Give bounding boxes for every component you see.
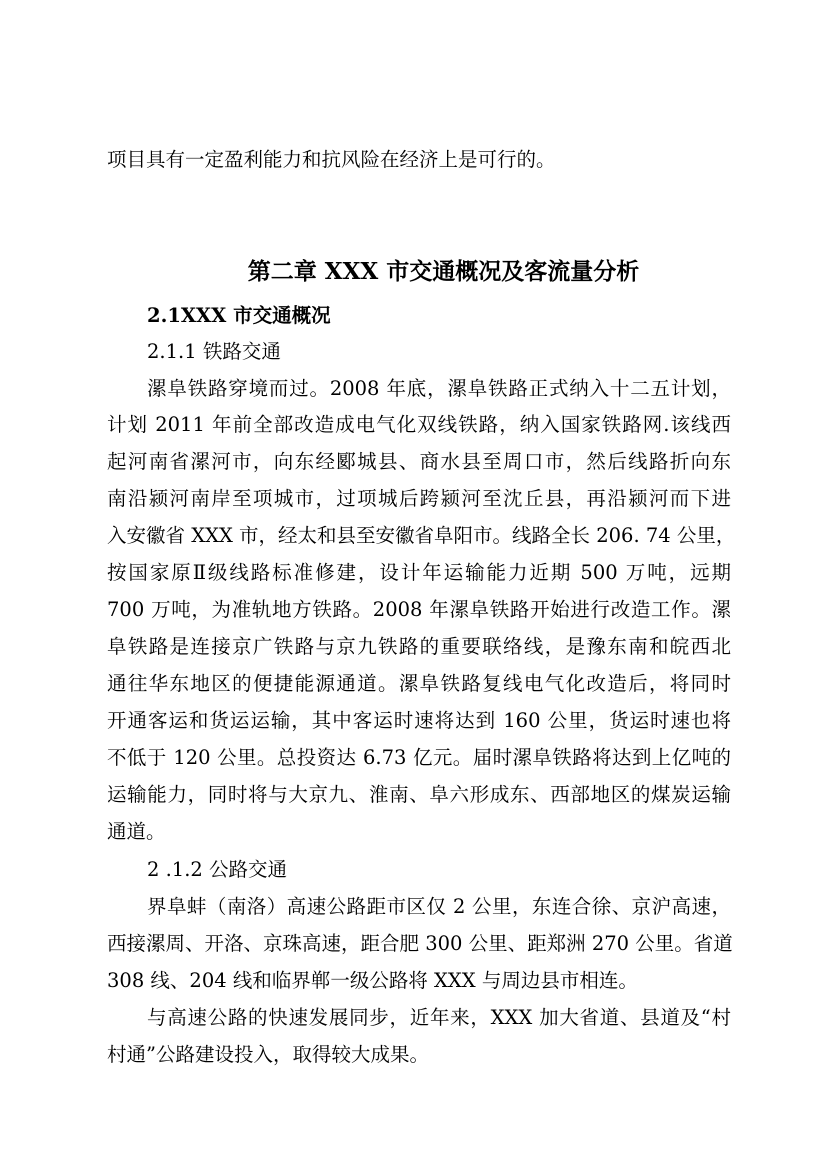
paragraph-line: 计划 2011 年前全部改造成电气化双线铁路，纳入国家铁路网.该线西 [107,413,731,436]
paragraph-line: 南沿颍河南岸至项城市，过项城后跨颍河至沈丘县，再沿颍河而下进 [107,487,731,510]
chapter-title: 第二章 XXX 市交通概况及客流量分析 [247,258,640,285]
subsection-heading: 2 .1.2 公路交通 [147,858,288,881]
paragraph-line: 入安徽省 XXX 市，经太和县至安徽省阜阳市。线路全长 206. 74 公里， [107,524,736,547]
paragraph-line: 700 万吨，为准轨地方铁路。2008 年漯阜铁路开始进行改造工作。漯 [107,598,731,621]
paragraph-line: 通往华东地区的便捷能源通道。漯阜铁路复线电气化改造后，将同时 [107,672,731,695]
paragraph-line: 通道。 [107,820,166,843]
paragraph-line: 西接漯周、开洛、京珠高速，距合肥 300 公里、距郑洲 270 公里。省道 [107,932,733,955]
paragraph-line: 开通客运和货运运输，其中客运时速将达到 160 公里，货运时速也将 [107,709,731,732]
subsection-heading: 2.1.1 铁路交通 [147,340,281,363]
paragraph-line: 村通”公路建设投入，取得较大成果。 [107,1043,429,1066]
paragraph-line: 阜铁路是连接京广铁路与京九铁路的重要联络线，是豫东南和皖西北 [107,635,731,658]
paragraph-line: 308 线、204 线和临界郸一级公路将 XXX 与周边县市相连。 [107,969,638,992]
paragraph-line: 与高速公路的快速发展同步，近年来，XXX 加大省道、县道及“村 [147,1006,731,1029]
paragraph-line: 界阜蚌（南洛）高速公路距市区仅 2 公里，东连合徐、京沪高速， [147,895,731,918]
paragraph-line: 不低于 120 公里。总投资达 6.73 亿元。届时漯阜铁路将达到上亿吨的 [107,746,731,769]
paragraph-line: 项目具有一定盈利能力和抗风险在经济上是可行的。 [107,148,556,171]
paragraph-line: 起河南省漯河市，向东经郾城县、商水县至周口市，然后线路折向东 [107,450,731,473]
paragraph-line: 按国家原Ⅱ级线路标准修建，设计年运输能力近期 500 万吨，远期 [107,561,731,584]
paragraph-line: 运输能力，同时将与大京九、淮南、阜六形成东、西部地区的煤炭运输 [107,783,731,806]
section-heading: 2.1XXX 市交通概况 [147,304,331,327]
paragraph-line: 漯阜铁路穿境而过。2008 年底，漯阜铁路正式纳入十二五计划， [147,377,731,400]
